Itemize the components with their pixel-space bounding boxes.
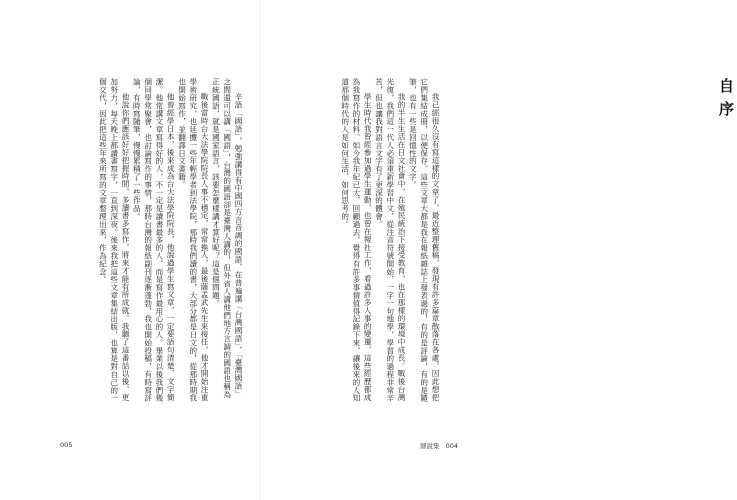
left-paragraph-2: 戰後當時台大法學院院長人事不穩定，常常換人，最後薩孟武先生來接任，他才開始注重學術研究，也延攬一些年輕學者到法學院，那時我們讀的書，大部分都是日文的，從那時期我也開始寫作，並翻譯日文書籍。 bbox=[177, 78, 210, 402]
left-paragraph-1: 辛語「國語」，勉強講得有中國四方言音調的國語，在普遍講「台灣國語」、「臺灣國語」之間還可以講「國語」，台灣的國語卻是臺灣人講的，但外省人講他們地方言調的國語也稱為正統國語，就是國家語言，該要怎麼樣講才算好呢？這是個問題。 bbox=[211, 78, 243, 399]
chapter-heading: 自序 bbox=[717, 78, 735, 124]
right-page-number: 004 bbox=[445, 442, 458, 450]
left-paragraph-4: 他說你們應該好好把握時間，多讀書多寫作，將來才能有所成就。我聽了這番話以後，更加努力，每天晚上都讀書寫字，一直到深夜。後來我把這些文章集結出版，也算是對自己的一個交代，因此把這些年來所寫的文章整理出來，作為紀念。 bbox=[98, 78, 131, 402]
right-page-body bbox=[286, 78, 441, 402]
right-page-footer bbox=[420, 441, 458, 450]
right-paragraph-3: 學生時代我曾經參加過學生運動，也曾在報社工作，看過許多人事的變遷，這些經歷都成為我寫作的材料。如今我年紀已大，回顧過去，覺得有許多事情值得記錄下來，讓後來的人知道那個時代的人是如何生活、如何思考的。 bbox=[340, 78, 373, 402]
right-paragraph-2: 我的半生生活在日文社會中，在殖民統治下接受教育，也在那樣的環境中成長。戰後台灣光復，我們這一代人必須重新學習中文，從注音符號開始，一字一句地學，學習的過程非常辛苦，但也讓我對語言文字有了更深的體會。 bbox=[374, 78, 407, 402]
series-label: 細說集 bbox=[420, 442, 440, 450]
left-page bbox=[0, 0, 260, 500]
right-page bbox=[260, 0, 735, 500]
left-paragraph-3: 他曾經學日本，後來成為台大法學院院長，他說過學生寫文章，一定要語句清楚，文字簡潔。他常講文章寫得好的人，不一定是讀書最多的人，而是寫作最用心的人。畢業以後我們幾個同學常聚會，也討論寫作的事情，那時台灣的報紙副刊逐漸蓬勃，我也開始投稿，有時寫評論，有時寫隨筆，慢慢累積了一些作品。 bbox=[132, 78, 176, 402]
left-page-body bbox=[60, 78, 244, 402]
left-page-number: 005 bbox=[60, 441, 73, 449]
right-paragraph-1: 我已經很久沒有寫這樣的文章了，最近整理舊稿，發現有許多篇章散落在各處，因此想把它們集結成冊，以便保存。這些文章大都是我在報紙雜誌上發表過的，有的是評論，有的是隨筆，也有一些是回憶性的文字。 bbox=[408, 78, 440, 402]
